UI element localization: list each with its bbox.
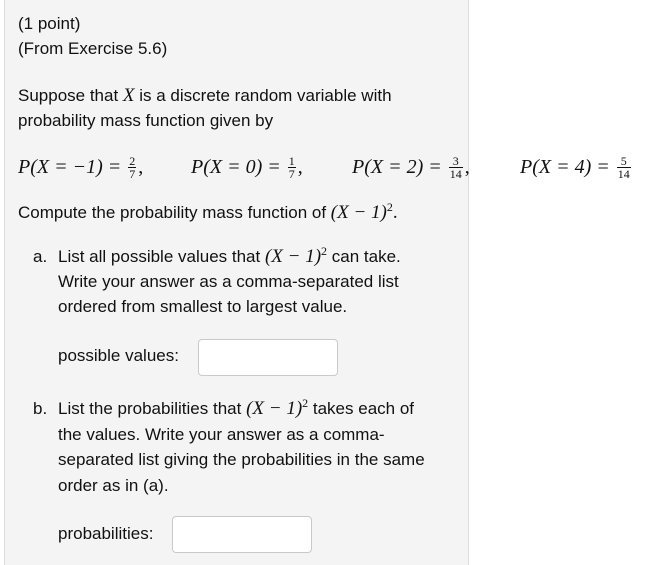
possible-values-label: possible values:	[58, 346, 179, 365]
frac-num: 5	[620, 153, 627, 168]
pmf-lhs: P(X = 4) =	[520, 155, 610, 178]
compute-text: Compute the probability mass function of	[18, 203, 331, 222]
exercise-source: (From Exercise 5.6)	[18, 39, 168, 58]
probabilities-label: probabilities:	[58, 524, 154, 543]
part-a-expr: (X − 1)	[264, 246, 322, 267]
part-b-expr: (X − 1)	[246, 398, 303, 419]
possible-values-input[interactable]	[198, 339, 338, 376]
pmf-fraction	[449, 155, 463, 180]
frac-den: 14	[617, 166, 630, 181]
compute-exp: 2	[386, 200, 393, 214]
pmf-term-4	[520, 150, 633, 184]
part-b-line-4: order as in (a).	[58, 476, 169, 495]
pmf-lhs: P(X = 2) =	[352, 155, 442, 178]
part-a-line-1	[58, 245, 401, 269]
part-b-exp: 2	[302, 396, 309, 410]
compute-instruction	[18, 201, 398, 225]
pmf-lhs: P(X = 0) =	[191, 155, 281, 178]
variable-x: X	[122, 85, 135, 106]
pmf-sep: ,	[464, 155, 470, 178]
part-b-text: List the probabilities that	[58, 399, 247, 418]
intro-text: Suppose that	[18, 86, 123, 105]
part-a-letter: a.	[33, 247, 48, 266]
part-b-line-1	[58, 397, 414, 421]
frac-num: 1	[288, 153, 295, 168]
frac-den: 7	[288, 166, 295, 181]
probabilities-input[interactable]	[172, 516, 312, 553]
part-a-exp: 2	[321, 244, 328, 258]
frac-den: 7	[129, 166, 136, 181]
compute-end: .	[392, 202, 398, 223]
points-label: (1 point)	[18, 14, 81, 33]
frac-num: 2	[129, 153, 136, 168]
part-a-line-2: Write your answer as a comma-separated list	[58, 272, 399, 291]
frac-num: 3	[452, 153, 459, 168]
part-a-text-cont: can take.	[327, 247, 401, 266]
frac-den: 14	[449, 166, 462, 181]
pmf-term-3	[352, 150, 470, 184]
part-b-line-2: the values. Write your answer as a comma-	[58, 425, 385, 444]
pmf-term-1	[18, 150, 143, 184]
pmf-fraction	[617, 155, 631, 180]
pmf-sep: ,	[138, 155, 144, 178]
part-b-text-cont: takes each of	[308, 399, 414, 418]
pmf-sep: ,	[297, 155, 303, 178]
intro-line-2: probability mass function given by	[18, 111, 274, 130]
pmf-fraction	[128, 155, 136, 180]
part-b-letter: b.	[33, 399, 48, 418]
intro-line-1	[18, 84, 392, 108]
part-a-line-3: ordered from smallest to largest value.	[58, 297, 348, 316]
part-a-text: List all possible values that	[58, 247, 265, 266]
compute-expr: (X − 1)	[330, 202, 387, 223]
pmf-term-2	[191, 150, 303, 184]
part-b-line-3: separated list giving the probabilities in the same	[58, 450, 425, 469]
intro-text-cont: is a discrete random variable with	[134, 86, 392, 105]
pmf-lhs: P(X = −1) =	[18, 155, 122, 178]
pmf-fraction	[288, 155, 296, 180]
